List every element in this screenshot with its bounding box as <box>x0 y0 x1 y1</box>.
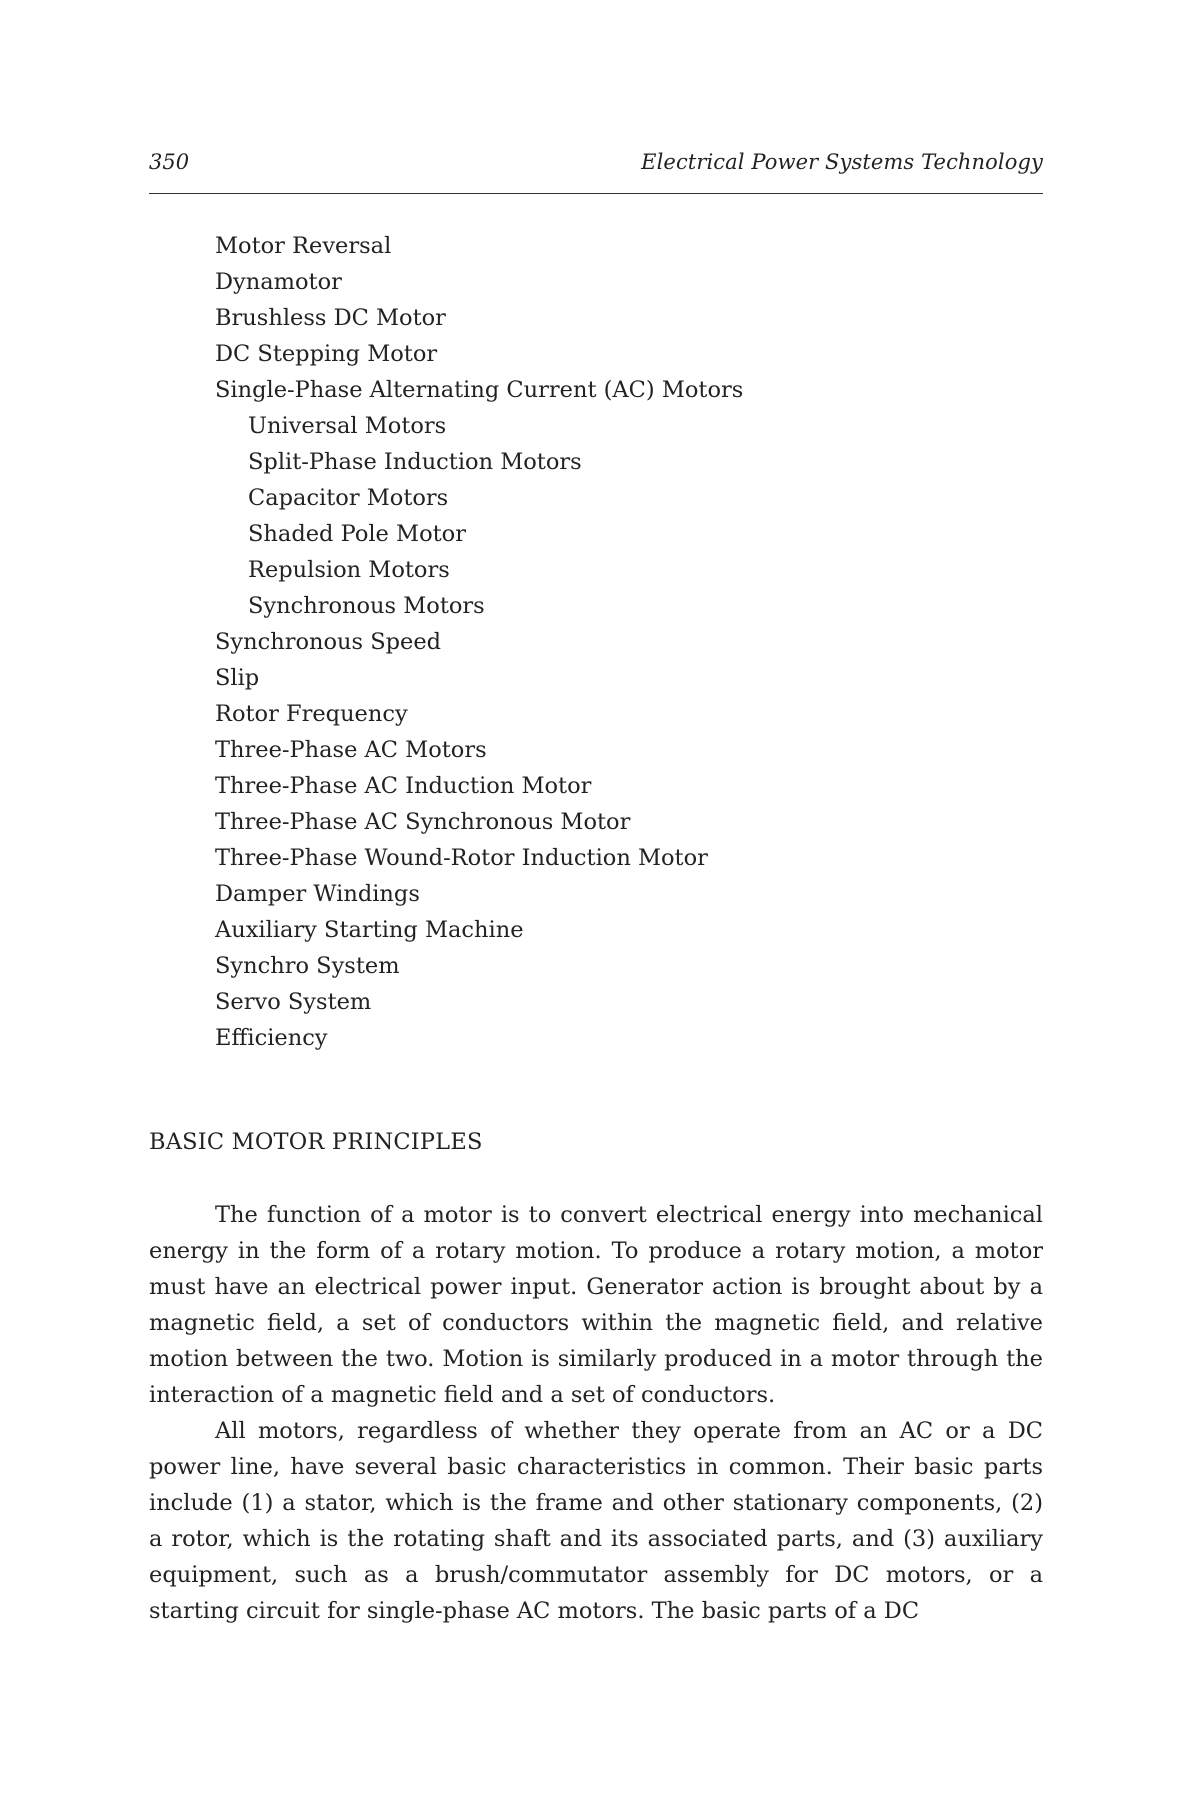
topic-subitem: Synchronous Motors <box>248 593 485 619</box>
body-paragraph: All motors, regardless of whether they operate from an AC or a DC power line, have several basic characteristics in common. Their basic parts include (1) a stator, which is the frame and other stationary components, (2) a rotor, which is the rotating shaft and its associated parts, and (3) auxiliary equipment, such as a brush/commutator assembly for DC motors, or a starting circuit for single-phase AC motors. The basic parts of a DC <box>149 1418 1043 1624</box>
topic-list <box>215 228 743 1056</box>
body-text <box>149 1197 1043 1629</box>
topic-item: Rotor Frequency <box>215 701 408 727</box>
topic-subitem: Repulsion Motors <box>248 557 450 583</box>
topic-item: Single-Phase Alternating Current (AC) Motors <box>215 377 744 403</box>
topic-item: Motor Reversal <box>215 233 392 259</box>
section-heading: BASIC MOTOR PRINCIPLES <box>149 1129 483 1155</box>
running-title: Electrical Power Systems Technology <box>641 150 1043 174</box>
topic-item: Auxiliary Starting Machine <box>215 917 524 943</box>
body-paragraph: The function of a motor is to convert electrical energy into mechanical energy in the form of a rotary motion. To produce a rotary motion, a motor must have an electrical power input. Generator action is brought about by a magnetic field, a set of conductors within the magnetic field, and relative motion between the two. Motion is similarly produced in a motor through the interaction of a magnetic field and a set of conductors. <box>149 1202 1043 1408</box>
topic-item: Brushless DC Motor <box>215 305 446 331</box>
topic-item: Slip <box>215 665 260 691</box>
topic-item: Three-Phase Wound-Rotor Induction Motor <box>215 845 708 871</box>
topic-item: Dynamotor <box>215 269 342 295</box>
topic-item: Damper Windings <box>215 881 420 907</box>
topic-item: Three-Phase AC Induction Motor <box>215 773 592 799</box>
topic-subitem: Split-Phase Induction Motors <box>248 449 582 475</box>
topic-item: Servo System <box>215 989 372 1015</box>
topic-subitem: Universal Motors <box>248 413 447 439</box>
topic-subitem: Shaded Pole Motor <box>248 521 466 547</box>
page-header <box>149 148 1043 188</box>
topic-item: Three-Phase AC Motors <box>215 737 487 763</box>
topic-item: Synchronous Speed <box>215 629 442 655</box>
page-number: 350 <box>149 150 190 174</box>
topic-item: Efficiency <box>215 1025 328 1051</box>
topic-item: Three-Phase AC Synchronous Motor <box>215 809 631 835</box>
topic-subitem: Capacitor Motors <box>248 485 449 511</box>
header-rule <box>149 193 1043 194</box>
topic-item: DC Stepping Motor <box>215 341 438 367</box>
topic-item: Synchro System <box>215 953 400 979</box>
